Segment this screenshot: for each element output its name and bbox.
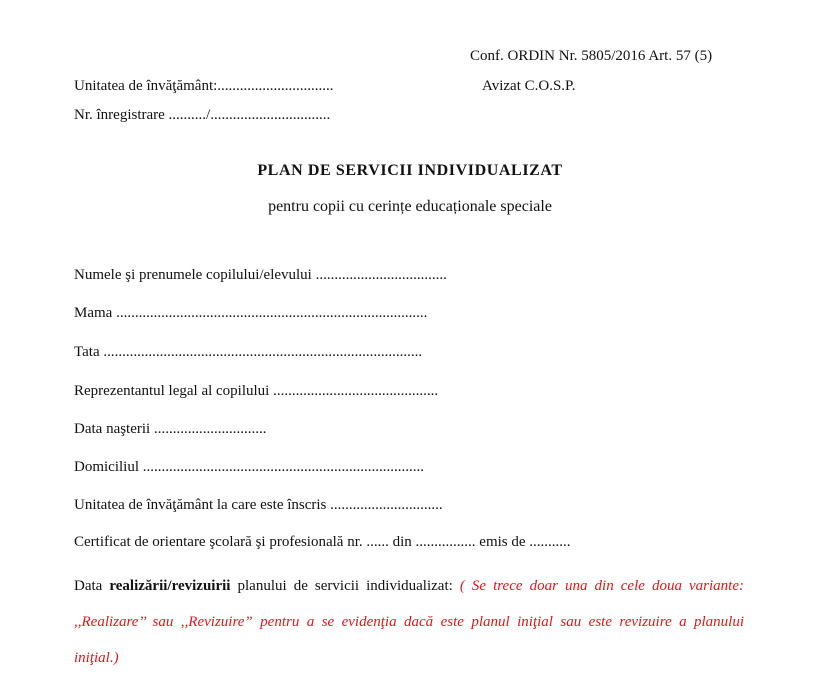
plan-date-prefix: Data (74, 578, 110, 594)
order-reference: Conf. ORDIN Nr. 5805/2016 Art. 57 (5) (470, 48, 713, 64)
child-name-field: Numele şi prenumele copilului/elevului ................................... (74, 267, 447, 283)
avizat-label: Avizat C.O.S.P. (482, 78, 576, 94)
mother-field: Mama ................................................................................... (74, 305, 428, 321)
plan-date-bold: realizării/revizuirii (109, 578, 231, 594)
birth-date-field: Data naşterii .............................. (74, 421, 267, 437)
address-field: Domiciliul ........................................................................... (74, 459, 424, 475)
school-unit-field: Unitatea de învăţământ:............................... (74, 78, 334, 94)
plan-date-middle: planului de servicii individualizat: (230, 578, 460, 594)
document-title: PLAN DE SERVICII INDIVIDUALIZAT (257, 162, 563, 179)
plan-date-paragraph (74, 568, 744, 676)
registration-number-field: Nr. înregistrare ........../................................ (74, 107, 331, 123)
legal-representative-field: Reprezentantul legal al copilului ............................................ (74, 383, 439, 399)
father-field: Tata ..................................................................................... (74, 344, 423, 360)
enrolled-school-field: Unitatea de învăţământ la care este înscris .............................. (74, 497, 443, 513)
orientation-certificate-field: Certificat de orientare şcolară şi profesională nr. ...... din ................ emis de ........... (74, 534, 571, 550)
plan-date-note: ( Se trece doar una din cele doua variante: ,,Realizare’’ sau ,,Revizuire” pentru a se evidenţia dacă este planul iniţial sau este revizuire a planului iniţial.) (74, 578, 744, 666)
document-subtitle: pentru copii cu cerințe educaționale speciale (268, 198, 552, 215)
